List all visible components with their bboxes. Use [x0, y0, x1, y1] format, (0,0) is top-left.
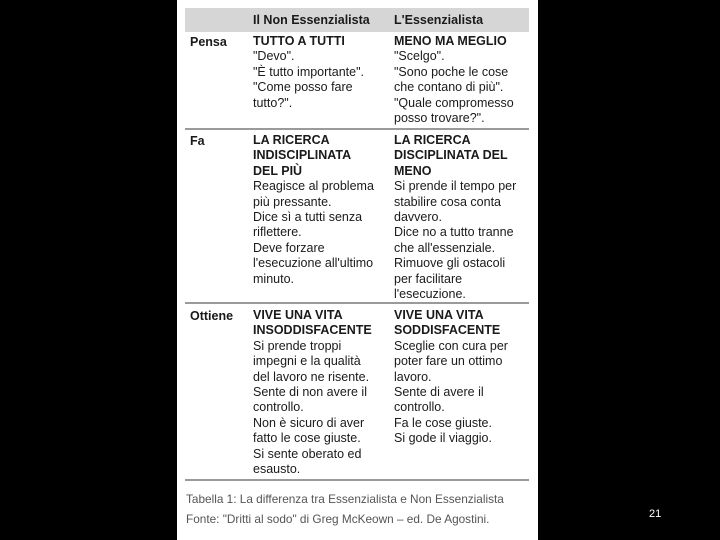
- cell-line: controllo.: [394, 400, 445, 415]
- cell-line: minuto.: [253, 271, 294, 286]
- cell-line: Rimuove gli ostacoli: [394, 256, 506, 271]
- caption-source: Fonte: "Dritti al sodo" di Greg McKeown – ed. De Agostini.: [186, 512, 490, 526]
- cell-line: poter fare un ottimo: [394, 354, 503, 369]
- header-non-essenzialista: Il Non Essenzialista: [253, 13, 370, 27]
- cell-line: esausto.: [253, 462, 301, 477]
- cell-line: INDISCIPLINATA: [253, 148, 352, 163]
- cell-line: Si prende troppi: [253, 338, 342, 353]
- cell-line: lavoro.: [394, 369, 432, 384]
- cell-line: Fa le cose giuste.: [394, 415, 492, 430]
- row-divider: [185, 302, 529, 304]
- header-essenzialista: L'Essenzialista: [394, 13, 484, 27]
- row-divider: [185, 128, 529, 130]
- row-divider: [185, 479, 529, 481]
- cell-line: davvero.: [394, 210, 442, 225]
- cell-line: riflettere.: [253, 225, 302, 240]
- cell-line: VIVE UNA VITA: [394, 308, 484, 322]
- cell-line: per facilitare: [394, 271, 463, 286]
- cell-line: stabilire cosa conta: [394, 194, 502, 209]
- cell-line: Deve forzare: [253, 240, 325, 255]
- row-label-pensa: Pensa: [190, 35, 227, 49]
- cell-line: del lavoro ne risente.: [253, 369, 370, 384]
- cell-line: INSODDISFACENTE: [253, 323, 372, 338]
- cell-line: l'esecuzione all'ultimo: [253, 256, 374, 271]
- cell-line: fatto le cose giuste.: [253, 431, 361, 446]
- cell-line: LA RICERCA: [394, 133, 471, 147]
- cell-line: Si prende il tempo per: [394, 179, 517, 194]
- cell-line: più pressante.: [253, 194, 332, 209]
- cell-line: "Come posso fare: [253, 80, 353, 95]
- table-header: [185, 8, 529, 32]
- page-number: 21: [649, 508, 662, 520]
- cell-pensa-essenzialista: [394, 34, 529, 126]
- cell-line: DISCIPLINATA DEL: [394, 148, 508, 163]
- cell-line: SODDISFACENTE: [394, 323, 501, 338]
- cell-fa-essenzialista: [394, 133, 529, 302]
- cell-line: Sceglie con cura per: [394, 338, 508, 353]
- cell-line: posso trovare?".: [394, 111, 485, 126]
- cell-line: VIVE UNA VITA: [253, 308, 343, 322]
- cell-fa-non-essenzialista: [253, 133, 388, 287]
- cell-line: DEL PIÙ: [253, 163, 303, 178]
- cell-line: Sente di avere il: [394, 385, 484, 400]
- cell-line: Dice sì a tutti senza: [253, 210, 363, 225]
- cell-line: controllo.: [253, 400, 304, 415]
- cell-line: Sente di non avere il: [253, 385, 367, 400]
- cell-line: MENO MA MEGLIO: [394, 34, 507, 48]
- cell-ottiene-essenzialista: [394, 308, 529, 447]
- cell-line: tutto?".: [253, 95, 293, 110]
- cell-line: "Sono poche le cose: [394, 64, 509, 79]
- cell-line: Reagisce al problema: [253, 179, 374, 194]
- cell-line: "Devo".: [253, 49, 295, 64]
- cell-ottiene-non-essenzialista: [253, 308, 388, 477]
- row-label-ottiene: Ottiene: [190, 309, 234, 323]
- cell-line: Dice no a tutto tranne: [394, 225, 514, 240]
- document-page: [177, 0, 538, 540]
- cell-line: TUTTO A TUTTI: [253, 34, 345, 48]
- cell-line: l'esecuzione.: [394, 287, 466, 302]
- cell-pensa-non-essenzialista: [253, 34, 388, 111]
- cell-line: MENO: [394, 163, 432, 178]
- cell-line: impegni e la qualità: [253, 354, 361, 369]
- cell-line: "Quale compromesso: [394, 95, 514, 110]
- row-label-fa: Fa: [190, 134, 205, 148]
- cell-line: che all'essenziale.: [394, 240, 496, 255]
- cell-line: Si sente oberato ed: [253, 446, 362, 461]
- cell-line: LA RICERCA: [253, 133, 330, 147]
- cell-line: Si gode il viaggio.: [394, 431, 492, 446]
- cell-line: "Scelgo".: [394, 49, 445, 64]
- caption-title: Tabella 1: La differenza tra Essenzialista e Non Essenzialista: [186, 492, 504, 506]
- cell-line: "È tutto importante".: [253, 64, 365, 79]
- cell-line: Non è sicuro di aver: [253, 415, 365, 430]
- cell-line: che contano di più".: [394, 80, 504, 95]
